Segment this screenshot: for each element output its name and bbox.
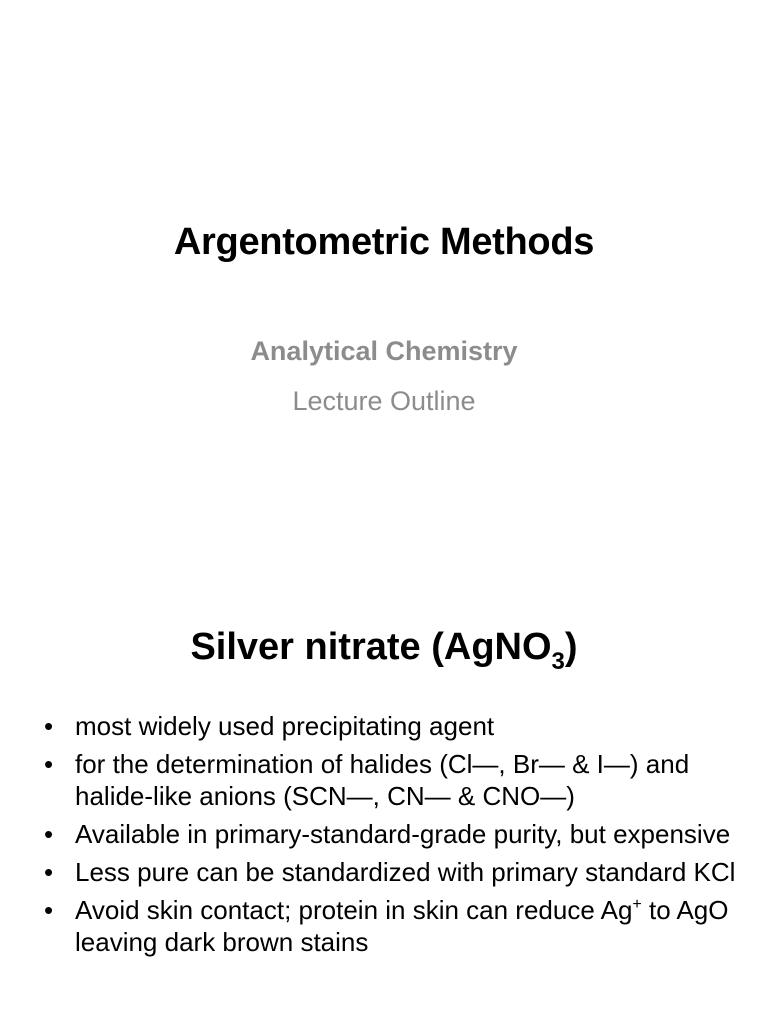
heading-text: Silver nitrate (AgNO	[190, 626, 552, 668]
bullet-text-start: Avoid skin contact; protein in skin can reduce Ag	[75, 895, 633, 925]
bullet-item	[44, 818, 744, 850]
bullet-icon: •	[44, 895, 54, 925]
superscript-charge: +	[632, 896, 642, 913]
bullet-item	[44, 894, 744, 958]
heading-subscript: 3	[551, 648, 565, 675]
presentation-title: Argentometric Methods	[173, 221, 595, 263]
bullet-text: for the determination of halides (Cl—, Br— & I—) and halide-like anions (SCN—, CN— & CNO—)	[75, 749, 690, 811]
bullet-list	[44, 710, 744, 964]
subtitle-lecture: Lecture Outline	[292, 386, 476, 416]
bullet-text: Available in primary-standard-grade purity, but expensive	[75, 819, 731, 849]
heading-close: )	[564, 626, 578, 668]
subtitle-course: Analytical Chemistry	[250, 336, 518, 366]
bullet-item	[44, 710, 744, 742]
bullet-text	[75, 895, 728, 957]
bullet-item	[44, 748, 744, 812]
bullet-icon: •	[44, 711, 54, 741]
bullet-item	[44, 856, 744, 888]
bullet-text: most widely used precipitating agent	[75, 711, 495, 741]
bullet-icon: •	[44, 857, 54, 887]
bullet-text-end: to AgO leaving dark brown stains	[75, 895, 729, 957]
slide-heading	[0, 622, 768, 677]
bullet-icon: •	[44, 749, 54, 779]
bullet-text: Less pure can be standardized with primary standard KCl	[75, 857, 736, 887]
slide-silver-nitrate	[0, 576, 768, 1024]
bullet-icon: •	[44, 819, 54, 849]
